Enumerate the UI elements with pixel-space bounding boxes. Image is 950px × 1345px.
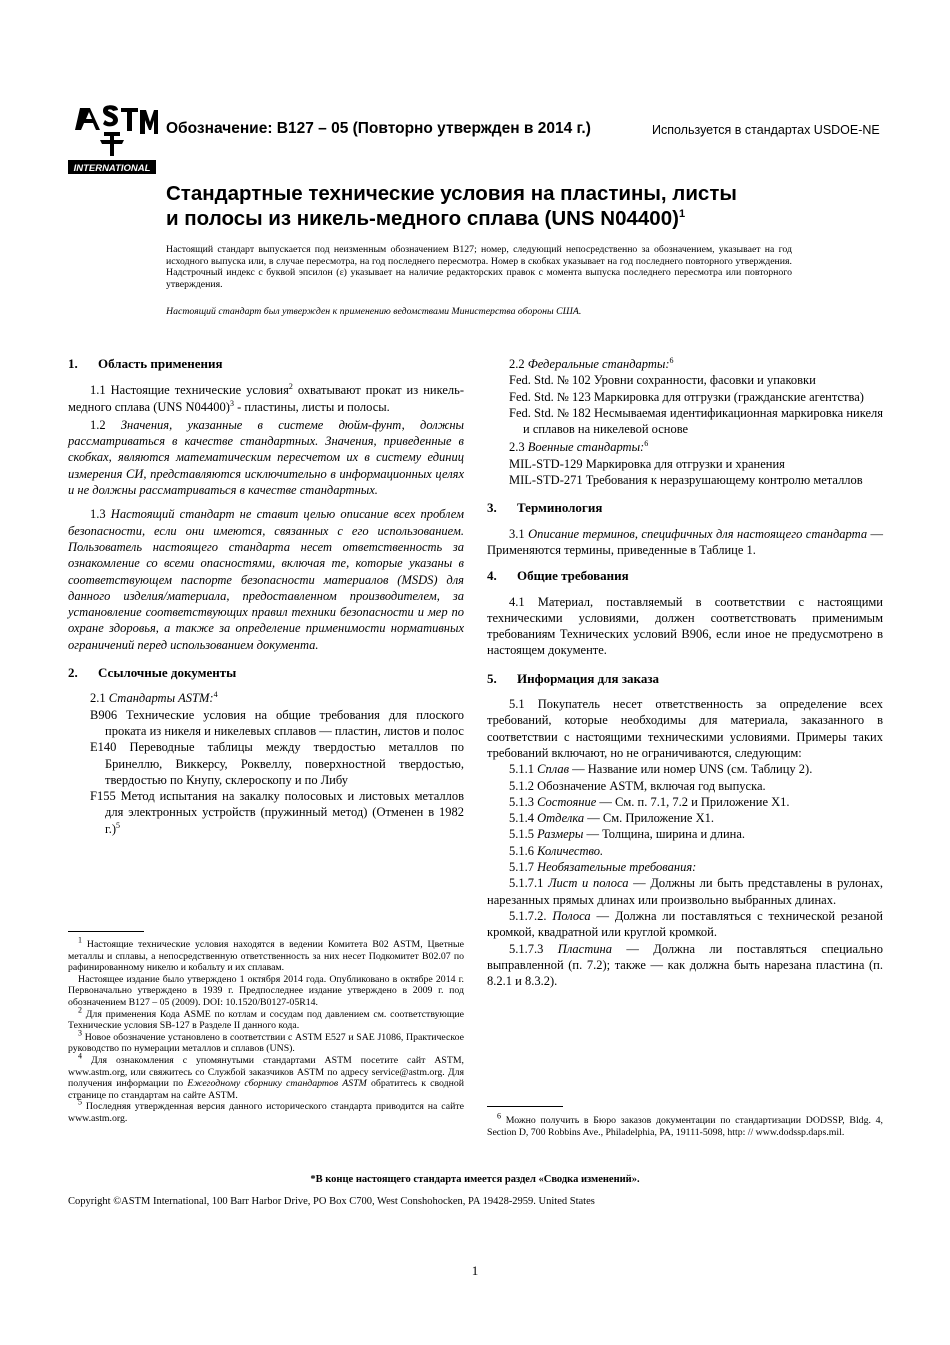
footnote-4: $^4$ Для ознакомления с упомянутыми стандартами ASTM посетите сайт ASTM, www.astm.org, или свяжитесь со Службой заказчиков ASTM по адресу service@astm.org. Для получения информации по Ежегодному сборнику стандартов ASTM обратитесь к сводной странице по стандартам на сайте ASTM. (68, 1051, 465, 1101)
title-line-2: и полосы из никель-медного сплава (UNS N04400) (166, 207, 679, 230)
subsection-2-1: 2.1 Стандарты ASTM:$^4$ (90, 690, 218, 706)
footnote-divider-left (68, 931, 144, 932)
paragraph-1-1: 1.1 Настоящие технические условия$^2$ охватывают прокат из никель-медного сплава (UNS N04400)$^3$ - пластины, листы и полосы. (68, 382, 464, 414)
footnote-2: $^2$ Для применения Кода ASME по котлам и сосудам под давлением см. соответствующие Технические условия SB-127 в Разделе II данного кода. (68, 1005, 464, 1032)
reference-fed-std-182: Fed. Std. № 182 Несмываемая идентификационная маркировка никеля и сплавов на никелевой основе (509, 405, 883, 437)
footnote-1: $^1$ Настоящие технические условия находятся в ведении Комитета B02 ASTM, Цветные металлы и сплавы, а непосредственную ответственность за них несет Подкомитет B02.07 по рафинированному никелю и кобальту и их сплавам. (68, 935, 464, 974)
subsection-2-2: 2.2 Федеральные стандарты:$^6$ (509, 355, 674, 371)
reference-mil-std-271: MIL-STD-271 Требования к неразрушающему контролю металлов (509, 473, 863, 488)
title-line-1: Стандартные технические условия на пластины, листы (166, 182, 737, 205)
dod-approval-note: Настоящий стандарт был утвержден к применению ведомствами Министерства обороны США. (166, 306, 582, 317)
item-5-1-1: 5.1.1 Сплав — Название или номер UNS (см. Таблицу 2). (509, 762, 813, 777)
svg-text:INTERNATIONAL: INTERNATIONAL (73, 163, 151, 174)
section-5-heading: 5. Информация для заказа (487, 670, 660, 686)
footnote-5: $^5$ Последняя утвержденная версия данного исторического стандарта приводится на сайте www.astm.org. (68, 1098, 464, 1124)
item-5-1-7-1: 5.1.7.1 Лист и полоса — Должны ли быть представлены в рулонах, нарезанных прямых длинах или произвольно выбранных длинах. (487, 876, 884, 907)
reference-fed-std-123: Fed. Std. № 123 Маркировка для отгрузки (гражданские агентства) (509, 389, 864, 404)
page-number: 1 (471, 1263, 479, 1278)
item-5-1-3: 5.1.3 Состояние — См. п. 7.1, 7.2 и Приложение X1. (509, 794, 790, 809)
paragraph-4-1: 4.1 Материал, поставляемый в соответствии с настоящими техническими условиями, должен соответствовать применимым требованиям Технических условий B906, если иное не предусмотрено в настоящем документе. (487, 594, 883, 658)
footnote-1-edition: Настоящее издание было утверждено 1 октября 2014 года. Опубликовано в октябре 2014 г. Первоначально утверждено в 1939 г. Предпоследнее издание утверждено в 2009 г. под обозначением B127 – 05 (2009). DOI: 10.1520/B0127-05R14. (68, 973, 464, 1008)
item-5-1-2: 5.1.2 Обозначение ASTM, включая год выпуска. (509, 778, 766, 793)
paragraph-1-3: 1.3 Настоящий стандарт не ставит целью описание всех проблем безопасности, если они имеются, связанных с его использованием. Пользователь настоящего стандарта несет ответственность за ознакомление со всеми опасностями, включая те, которые указаны в соответствующем паспорте безопасности материалов (MSDS) для данного изделия/материала, предоставленном производителем, за установление соответствующих правил техники безопасности и мер по охране здоровья, а также за определение применимости нормативных ограничений перед использованием документа. (68, 507, 464, 652)
left-column (68, 356, 464, 837)
title-footnote-mark: 1 (678, 208, 686, 221)
item-5-1-7: 5.1.7 Необязательные требования: (509, 860, 697, 875)
item-5-1-7-2: 5.1.7.2. Полоса — Должна ли поставляться с технической резаной кромкой, квадратной или круглой кромкой. (487, 908, 883, 940)
item-5-1-7-3: 5.1.7.3 Пластина — Должна ли поставляться специально выправленной (п. 7.2); также — как должна быть нарезана пластина (п. 8.2.1 и 8.3.2). (487, 941, 884, 989)
subsection-2-3: 2.3 Военные стандарты:$^6$ (509, 439, 649, 455)
paragraph-5-1: 5.1 Покупатель несет ответственность за определение всех требований, которые необходимы для материала, заказанного в соответствии с настоящими техническими условиями. Примеры таких требований включают, но не ограничиваются, следующим: (487, 697, 883, 760)
issue-note: Настоящий стандарт выпускается под неизменным обозначением B127; номер, следующий непосредственно за обозначением, указывает на год исходного выпуска или, в случае пересмотра, на год последнего пересмотра. Номер в скобках указывает на год последнего повторного утверждения. Надстрочный индекс с буквой эпсилон (ε) указывает на наличие редакторских правок с момента выпуска последнего пересмотра или повторного утверждения. (166, 244, 792, 290)
paragraph-3-1: 3.1 Описание терминов, специфичных для настоящего стандарта — Применяются термины, приведенные в Таблице 1. (487, 526, 884, 557)
item-5-1-5: 5.1.5 Размеры — Толщина, ширина и длина. (509, 827, 745, 842)
reference-mil-std-129: MIL-STD-129 Маркировка для отгрузки и хранения (509, 456, 785, 471)
section-1-heading: 1. Область применения (68, 356, 223, 371)
reference-f155: F155 Метод испытания на закалку полосовых и листовых металлов для электронных устройств (пружинный метод) (Отменен в 1982 г.)$^5$ (90, 789, 464, 836)
section-4-heading: 4. Общие требования (487, 568, 629, 584)
document-designation: Обозначение: B127 – 05 (Повторно утвержден в 2014 г.) (166, 120, 591, 137)
reference-e140: E140 Переводные таблицы между твердостью металлов по Бринеллю, Виккерсу, Роквеллу, поверхностной твердостью, твердостью по Кнупу, склероскопу и по Либу (90, 740, 464, 787)
section-3-heading: 3. Терминология (487, 500, 603, 516)
summary-of-changes-note: *В конце настоящего стандарта имеется раздел «Сводка изменений». (310, 1174, 640, 1185)
footnote-3: $^3$ Новое обозначение установлено в соответствии с ASTM E527 и SAE J1086, Практическое руководство по нумерации металлов и сплавов (UNS). (68, 1028, 464, 1055)
item-5-1-4: 5.1.4 Отделка — См. Приложение X1. (509, 811, 715, 826)
footnote-divider-right (487, 1106, 563, 1107)
astm-logo (66, 100, 158, 176)
used-in-standards: Используется в стандартах USDOE-NE (652, 123, 880, 137)
item-5-1-6: 5.1.6 Количество. (509, 843, 604, 858)
paragraph-1-2: 1.2 Значения, указанные в системе дюйм-фунт, должны рассматриваться в качестве стандартных. Значения, приведенные в скобках, являются математическим пересчетом их в систему единиц измерения СИ, представляются исключительно в информационных целях и не должны рассматриваться в качестве стандартных. (68, 417, 464, 498)
footnote-6: $^6$ Можно получить в Бюро заказов документации по стандартизации DODSSP, Bldg. 4, Section D, 700 Robbins Ave., Philadelphia, PA, 19111-5098, http: // www.dodssp.daps.mil. (487, 1111, 883, 1138)
right-column (487, 356, 883, 989)
reference-fed-std-102: Fed. Std. № 102 Уровни сохранности, фасовки и упаковки (509, 373, 816, 388)
reference-b906: B906 Технические условия на общие требования для плоского проката из никеля и никелевых сплавов — пластин, листов и полос (90, 707, 464, 738)
document-title (166, 181, 846, 231)
footnotes-left (68, 935, 465, 1125)
copyright: Copyright ©ASTM International, 100 Barr Harbor Drive, PO Box C700, West Conshohocken, PA 19428-2959. United States (68, 1196, 595, 1207)
section-2-heading: 2. Ссылочные документы (68, 665, 237, 681)
astm-logo-icon (66, 100, 158, 176)
